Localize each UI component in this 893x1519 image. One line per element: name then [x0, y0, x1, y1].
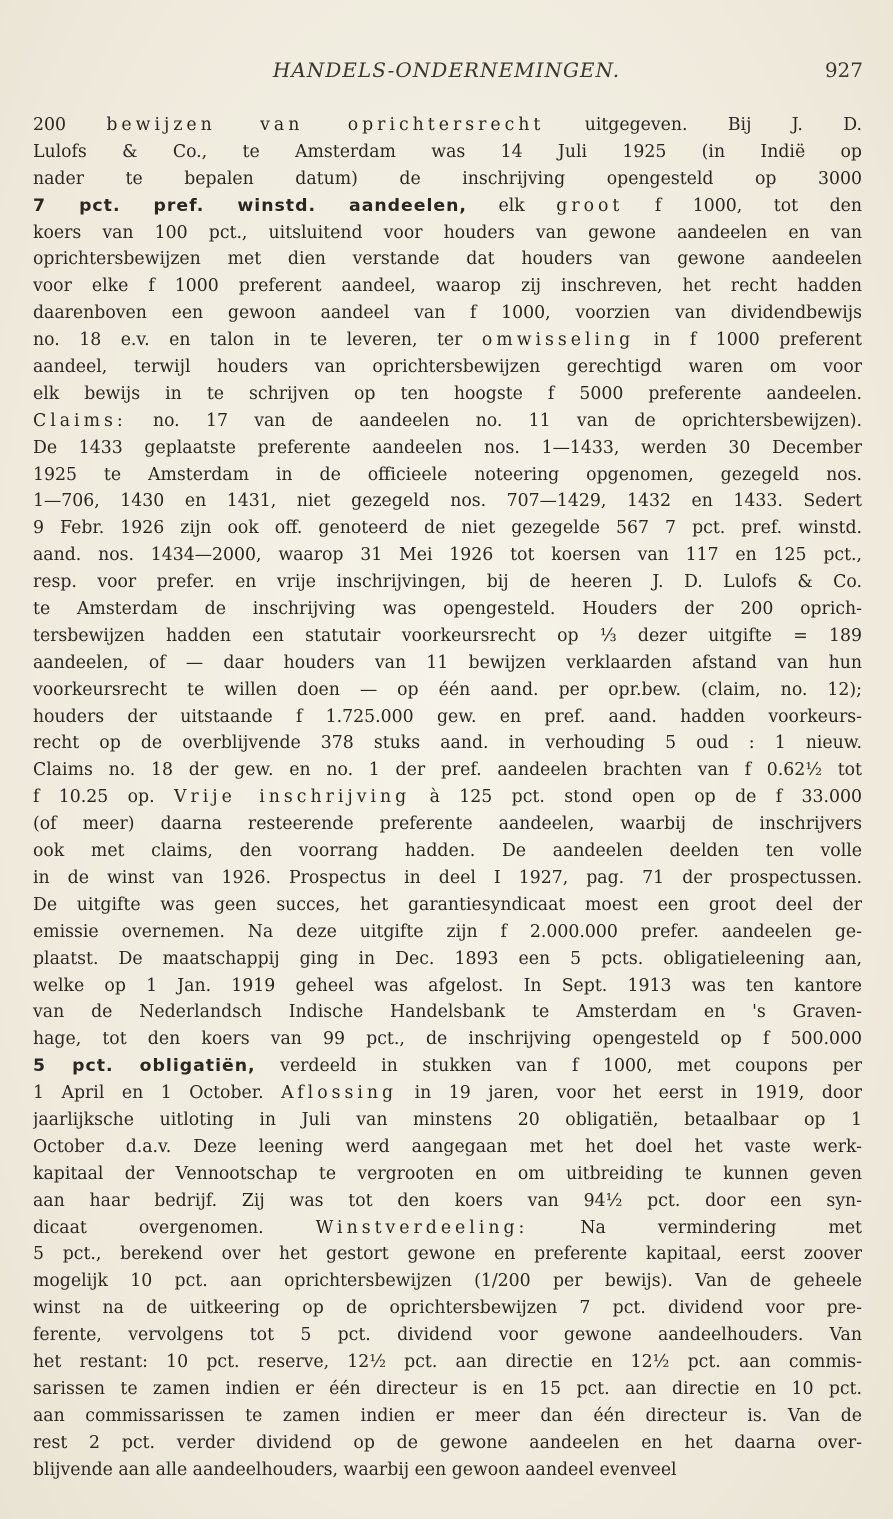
line-text: elk: [467, 195, 557, 216]
line-text: 1 April en 1 October.: [33, 1083, 282, 1104]
page-title: HANDELS-ONDERNEMINGEN.: [272, 58, 621, 82]
text-line: [33, 1107, 862, 1134]
line-text: Claims no. 18 der gew. en no. 1 der pref. aandeelen brachten van f 0.62½ tot: [33, 760, 862, 781]
line-text: sarissen te zamen indien er één directeur is en 15 pct. aan directie en 10 pct.: [33, 1378, 862, 1399]
line-text: in 19 jaren, voor het eerst in 1919, door: [397, 1083, 862, 1104]
text-line: [33, 1053, 862, 1080]
line-text: aand. nos. 1434—2000, waarop 31 Mei 1926 tot koersen van 117 en 125 pct.,: [33, 545, 862, 566]
line-text: resp. voor prefer. en vrije inschrijvingen, bij de heeren J. D. Lulofs & Co.: [33, 572, 862, 593]
line-text: à 125 pct. stond open op de f 33.000: [410, 787, 862, 808]
text-line: [33, 139, 862, 166]
line-text: oprichtersbewijzen met dien verstande dat houders van gewone aandeelen: [33, 249, 862, 270]
line-text: jaarlijksche uitloting in Juli van minstens 20 obligatiën, betaalbaar op 1: [33, 1109, 862, 1130]
text-line: [33, 1295, 862, 1322]
text-line: [33, 1403, 862, 1430]
line-text: rest 2 pct. verder dividend op de gewone aandeelen en het daarna over-: [33, 1432, 862, 1453]
text-line: [33, 1268, 862, 1295]
spaced-term: Claims:: [33, 410, 127, 431]
line-text: in de winst van 1926. Prospectus in deel I 1927, pag. 71 der prospectussen.: [33, 867, 862, 888]
text-line: [33, 246, 862, 273]
text-line: [33, 677, 862, 704]
line-text: De 1433 geplaatste preferente aandeelen nos. 1—1433, werden 30 December: [33, 437, 862, 458]
line-text: Lulofs & Co., te Amsterdam was 14 Juli 1925 (in Indië op: [33, 141, 862, 162]
line-text: in f 1000 preferent: [634, 330, 862, 351]
line-text: blijvende aan alle aandeelhouders, waarbij een gewoon aandeel evenveel: [33, 1459, 677, 1480]
line-text: elk bewijs in te schrijven op ten hoogste f 5000 preferente aandeelen.: [33, 383, 862, 404]
text-line: [33, 1080, 862, 1107]
text-line: [33, 1322, 862, 1349]
line-text: uitgegeven. Bij J. D.: [544, 115, 862, 135]
spaced-term: bewijzen van oprichtersrecht: [106, 115, 545, 135]
text-line: [33, 112, 862, 139]
text-line: [33, 569, 862, 596]
page-number: 927: [824, 58, 863, 82]
text-line: [33, 730, 862, 757]
text-line: [33, 354, 862, 381]
line-text: Na vermindering met: [528, 1217, 862, 1238]
text-line: [33, 838, 862, 865]
spaced-term: Winstverdeeling:: [315, 1217, 529, 1238]
text-line: [33, 515, 862, 542]
text-line: [33, 973, 862, 1000]
text-line: [33, 327, 862, 354]
line-text: te Amsterdam de inschrijving was opengesteld. Houders der 200 oprich-: [33, 599, 862, 620]
line-text: dicaat overgenomen.: [33, 1217, 316, 1238]
text-line: [33, 1457, 862, 1484]
spaced-term: groot: [556, 195, 624, 216]
line-text: welke op 1 Jan. 1919 geheel was afgelost. In Sept. 1913 was ten kantore: [33, 975, 862, 996]
body-text: [33, 112, 862, 1483]
spaced-term: Aflossing: [281, 1083, 398, 1104]
text-line: [33, 1376, 862, 1403]
running-header: [0, 58, 893, 92]
line-text: voorkeursrecht te willen doen — op één aand. per opr.bew. (claim, no. 12);: [33, 679, 862, 700]
line-text: 9 Febr. 1926 zijn ook off. genoteerd de niet gezegelde 567 7 pct. pref. winstd.: [33, 518, 862, 539]
line-text: (of meer) daarna resteerende preferente aandeelen, waarbij de inschrijvers: [33, 814, 862, 835]
text-line: [33, 381, 862, 408]
text-line: [33, 704, 862, 731]
text-line: [33, 784, 862, 811]
line-text: aandeelen, of — daar houders van 11 bewijzen verklaarden afstand van hun: [33, 652, 862, 673]
line-text: f 1000, tot den: [623, 195, 862, 216]
line-text: no. 18 e.v. en talon in te leveren, ter: [33, 330, 482, 351]
text-line: [33, 220, 862, 247]
text-line: [33, 408, 862, 435]
line-text: voor elke f 1000 preferent aandeel, waarop zij inschreven, het recht hadden: [33, 276, 862, 297]
text-line: [33, 1026, 862, 1053]
text-line: [33, 999, 862, 1026]
line-text: van de Nederlandsch Indische Handelsbank te Amsterdam en 's Graven-: [33, 1002, 862, 1023]
line-text: verdeeld in stukken van f 1000, met coupons per: [255, 1056, 862, 1077]
text-line: [33, 757, 862, 784]
text-line: [33, 1241, 862, 1268]
text-line: [33, 811, 862, 838]
line-text: nader te bepalen datum) de inschrijving opengesteld op 3000: [33, 168, 862, 189]
line-text: daarenboven een gewoon aandeel van f 1000, voorzien van dividendbewijs: [33, 303, 862, 324]
text-line: [33, 623, 862, 650]
line-text: no. 17 van de aandeelen no. 11 van de oprichtersbewijzen).: [126, 410, 862, 431]
text-line: [33, 650, 862, 677]
line-text: mogelijk 10 pct. aan oprichtersbewijzen (1/200 per bewijs). Van de geheele: [33, 1271, 862, 1292]
line-text: De uitgifte was geen succes, het garantiesyndicaat moest een groot deel der: [33, 894, 862, 915]
text-line: [33, 1188, 862, 1215]
line-text: plaatst. De maatschappij ging in Dec. 1893 een 5 pcts. obligatieleening aan,: [33, 948, 862, 969]
text-line: [33, 946, 862, 973]
line-text: tersbewijzen hadden een statutair voorkeursrecht op ⅓ dezer uitgifte = 189: [33, 625, 862, 646]
line-text: kapitaal der Vennootschap te vergrooten en om uitbreiding te kunnen geven: [33, 1163, 862, 1184]
text-line: [33, 1134, 862, 1161]
line-text: 5 pct., berekend over het gestort gewone en preferente kapitaal, eerst zoover: [33, 1244, 862, 1265]
line-text: houders der uitstaande f 1.725.000 gew. en pref. aand. hadden voorkeurs-: [33, 706, 862, 727]
line-text: ferente, vervolgens tot 5 pct. dividend voor gewone aandeelhouders. Van: [33, 1325, 862, 1346]
text-line: [33, 1349, 862, 1376]
text-line: [33, 596, 862, 623]
line-text: koers van 100 pct., uitsluitend voor houders van gewone aandeelen en van: [33, 222, 862, 243]
text-line: [33, 919, 862, 946]
text-line: [33, 435, 862, 462]
line-text: 1—706, 1430 en 1431, niet gezegeld nos. 707—1429, 1432 en 1433. Sedert: [33, 491, 862, 512]
bold-term: 7 pct. pref. winstd. aandeelen,: [33, 195, 467, 216]
spaced-term: Vrije inschrijving: [174, 787, 411, 808]
text-line: [33, 273, 862, 300]
line-text: 1925 te Amsterdam in de officieele noteering opgenomen, gezegeld nos.: [33, 464, 862, 485]
line-text: emissie overnemen. Na deze uitgifte zijn f 2.000.000 prefer. aandeelen ge-: [33, 921, 862, 942]
line-text: hage, tot den koers van 99 pct., de inschrijving opengesteld op f 500.000: [33, 1029, 862, 1050]
text-line: [33, 1430, 862, 1457]
spaced-term: omwisseling: [481, 330, 635, 351]
line-text: het restant: 10 pct. reserve, 12½ pct. aan directie en 12½ pct. aan commis-: [33, 1351, 862, 1372]
text-line: [33, 166, 862, 193]
text-line: [33, 300, 862, 327]
bold-term: 5 pct. obligatiën,: [33, 1056, 256, 1077]
line-text: winst na de uitkeering op de oprichtersbewijzen 7 pct. dividend voor pre-: [33, 1298, 862, 1319]
text-line: [33, 193, 862, 220]
line-text: October d.a.v. Deze leening werd aangegaan met het doel het vaste werk-: [33, 1136, 862, 1157]
line-text: aandeel, terwijl houders van oprichtersbewijzen gerechtigd waren om voor: [33, 357, 862, 378]
text-line: [33, 892, 862, 919]
text-line: [33, 865, 862, 892]
text-line: [33, 462, 862, 489]
text-line: [33, 1161, 862, 1188]
line-text: f 10.25 op.: [33, 787, 174, 808]
line-text: aan haar bedrijf. Zij was tot den koers van 94½ pct. door een syn-: [33, 1190, 862, 1211]
line-text: 200: [33, 115, 107, 135]
line-text: ook met claims, den voorrang hadden. De aandeelen deelden ten volle: [33, 841, 862, 862]
line-text: aan commissarissen te zamen indien er meer dan één directeur is. Van de: [33, 1405, 862, 1426]
line-text: recht op de overblijvende 378 stuks aand. in verhouding 5 oud : 1 nieuw.: [33, 733, 862, 754]
text-line: [33, 542, 862, 569]
text-line: [33, 488, 862, 515]
text-line: [33, 1215, 862, 1242]
